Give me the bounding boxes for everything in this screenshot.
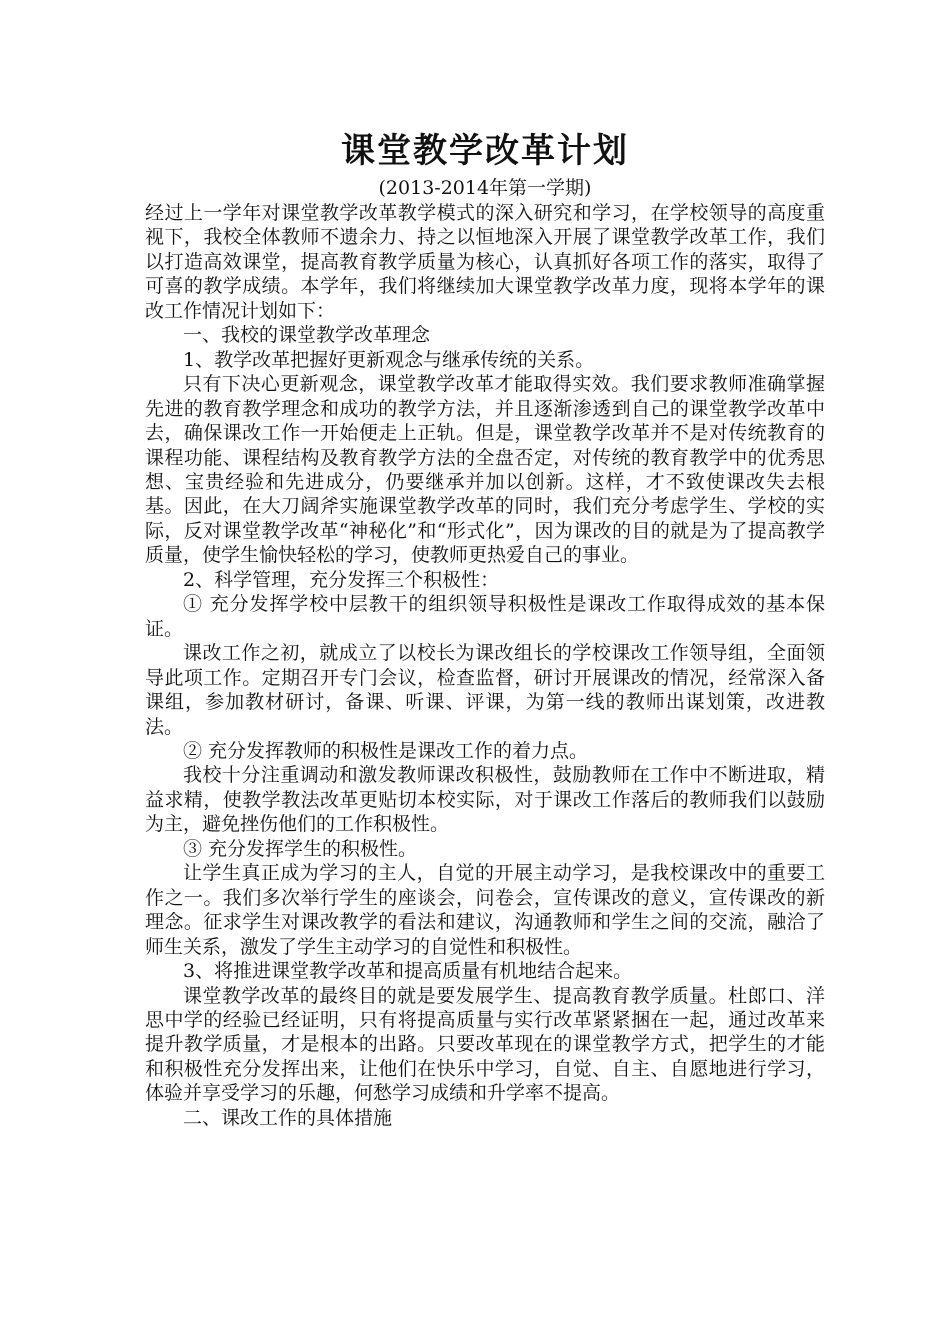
subheading-3: 3、将推进课堂教学改革和提高质量有机地结合起来。 (183, 960, 633, 983)
document-title: 课堂教学改革计划 (341, 131, 629, 171)
section-heading-1: 一、我校的课堂教学改革理念 (183, 324, 431, 347)
list-item-1: ① 充分发挥学校中层教干的组织领导积极性是课改工作取得成效的基本保证。 (145, 593, 825, 640)
list-item-3: ③ 充分发挥学生的积极性。 (183, 837, 418, 860)
section-heading-2: 二、课改工作的具体措施 (183, 1106, 393, 1129)
body-paragraph: 课堂教学改革的最终目的就是要发展学生、提高教育教学质量。杜郎口、洋思中学的经验已经证明，只有将提高质量与实行改革紧紧捆在一起，通过改革来提升教学质量，才是根本的出路。只要改革现在的课堂教学方式，把学生的才能和积极性充分发挥出来，让他们在快乐中学习，自觉、自主、自愿地进行学习，体验并享受学习的乐趣，何愁学习成绩和升学率不提高。 (145, 984, 825, 1105)
subheading-1: 1、教学改革把握好更新观念与继承传统的关系。 (183, 348, 595, 371)
subheading-2: 2、科学管理，充分发挥三个积极性： (183, 568, 500, 591)
body-paragraph: 只有下决心更新观念，课堂教学改革才能取得实效。我们要求教师准确掌握先进的教育教学理念和成功的教学方法，并且逐渐渗透到自己的课堂教学改革中去，确保课改工作一开始便走上正轨。但是，课堂教学改革并不是对传统教育的课程功能、课程结构及教育教学方法的全盘否定，对传统的教育教学中的优秀思想、宝贵经验和先进成分，仍要继承并加以创新。这样，才不致使课改失去根基。因此，在大刀阔斧实施课堂教学改革的同时，我们充分考虑学生、学校的实际，反对课堂教学改革“神秘化”和“形式化”，因为课改的目的就是为了提高教学质量，使学生愉快轻松的学习，使教师更热爱自己的事业。 (145, 373, 825, 567)
list-item-2: ② 充分发挥教师的积极性是课改工作的着力点。 (183, 739, 589, 762)
body-paragraph: 课改工作之初，就成立了以校长为课改组长的学校课改工作领导组，全面领导此项工作。定期召开专门会议，检查监督，研讨开展课改的情况，经常深入备课组，参加教材研讨，备课、听课、评课，为第一线的教师出谋划策，改进教法。 (145, 642, 825, 738)
document-body (145, 127, 825, 1130)
document-subtitle: (2013-2014年第一学期) (378, 177, 592, 199)
body-paragraph: 我校十分注重调动和激发教师课改积极性，鼓励教师在工作中不断进取，精益求精，使教学教法改革更贴切本校实际，对于课改工作落后的教师我们以鼓励为主，避免挫伤他们的工作积极性。 (145, 764, 825, 836)
intro-paragraph: 经过上一学年对课堂教学改革教学模式的深入研究和学习，在学校领导的高度重视下，我校全体教师不遗余力、持之以恒地深入开展了课堂教学改革工作，我们以打造高效课堂，提高教育教学质量为核心，认真抓好各项工作的落实，取得了可喜的教学成绩。本学年，我们将继续加大课堂教学改革力度，现将本学年的课改工作情况计划如下： (145, 202, 825, 322)
body-paragraph: 让学生真正成为学习的主人，自觉的开展主动学习，是我校课改中的重要工作之一。我们多次举行学生的座谈会，问卷会，宣传课改的意义，宣传课改的新理念。征求学生对课改教学的看法和建议，沟通教师和学生之间的交流，融洽了师生关系，激发了学生主动学习的自觉性和积极性。 (145, 862, 825, 958)
